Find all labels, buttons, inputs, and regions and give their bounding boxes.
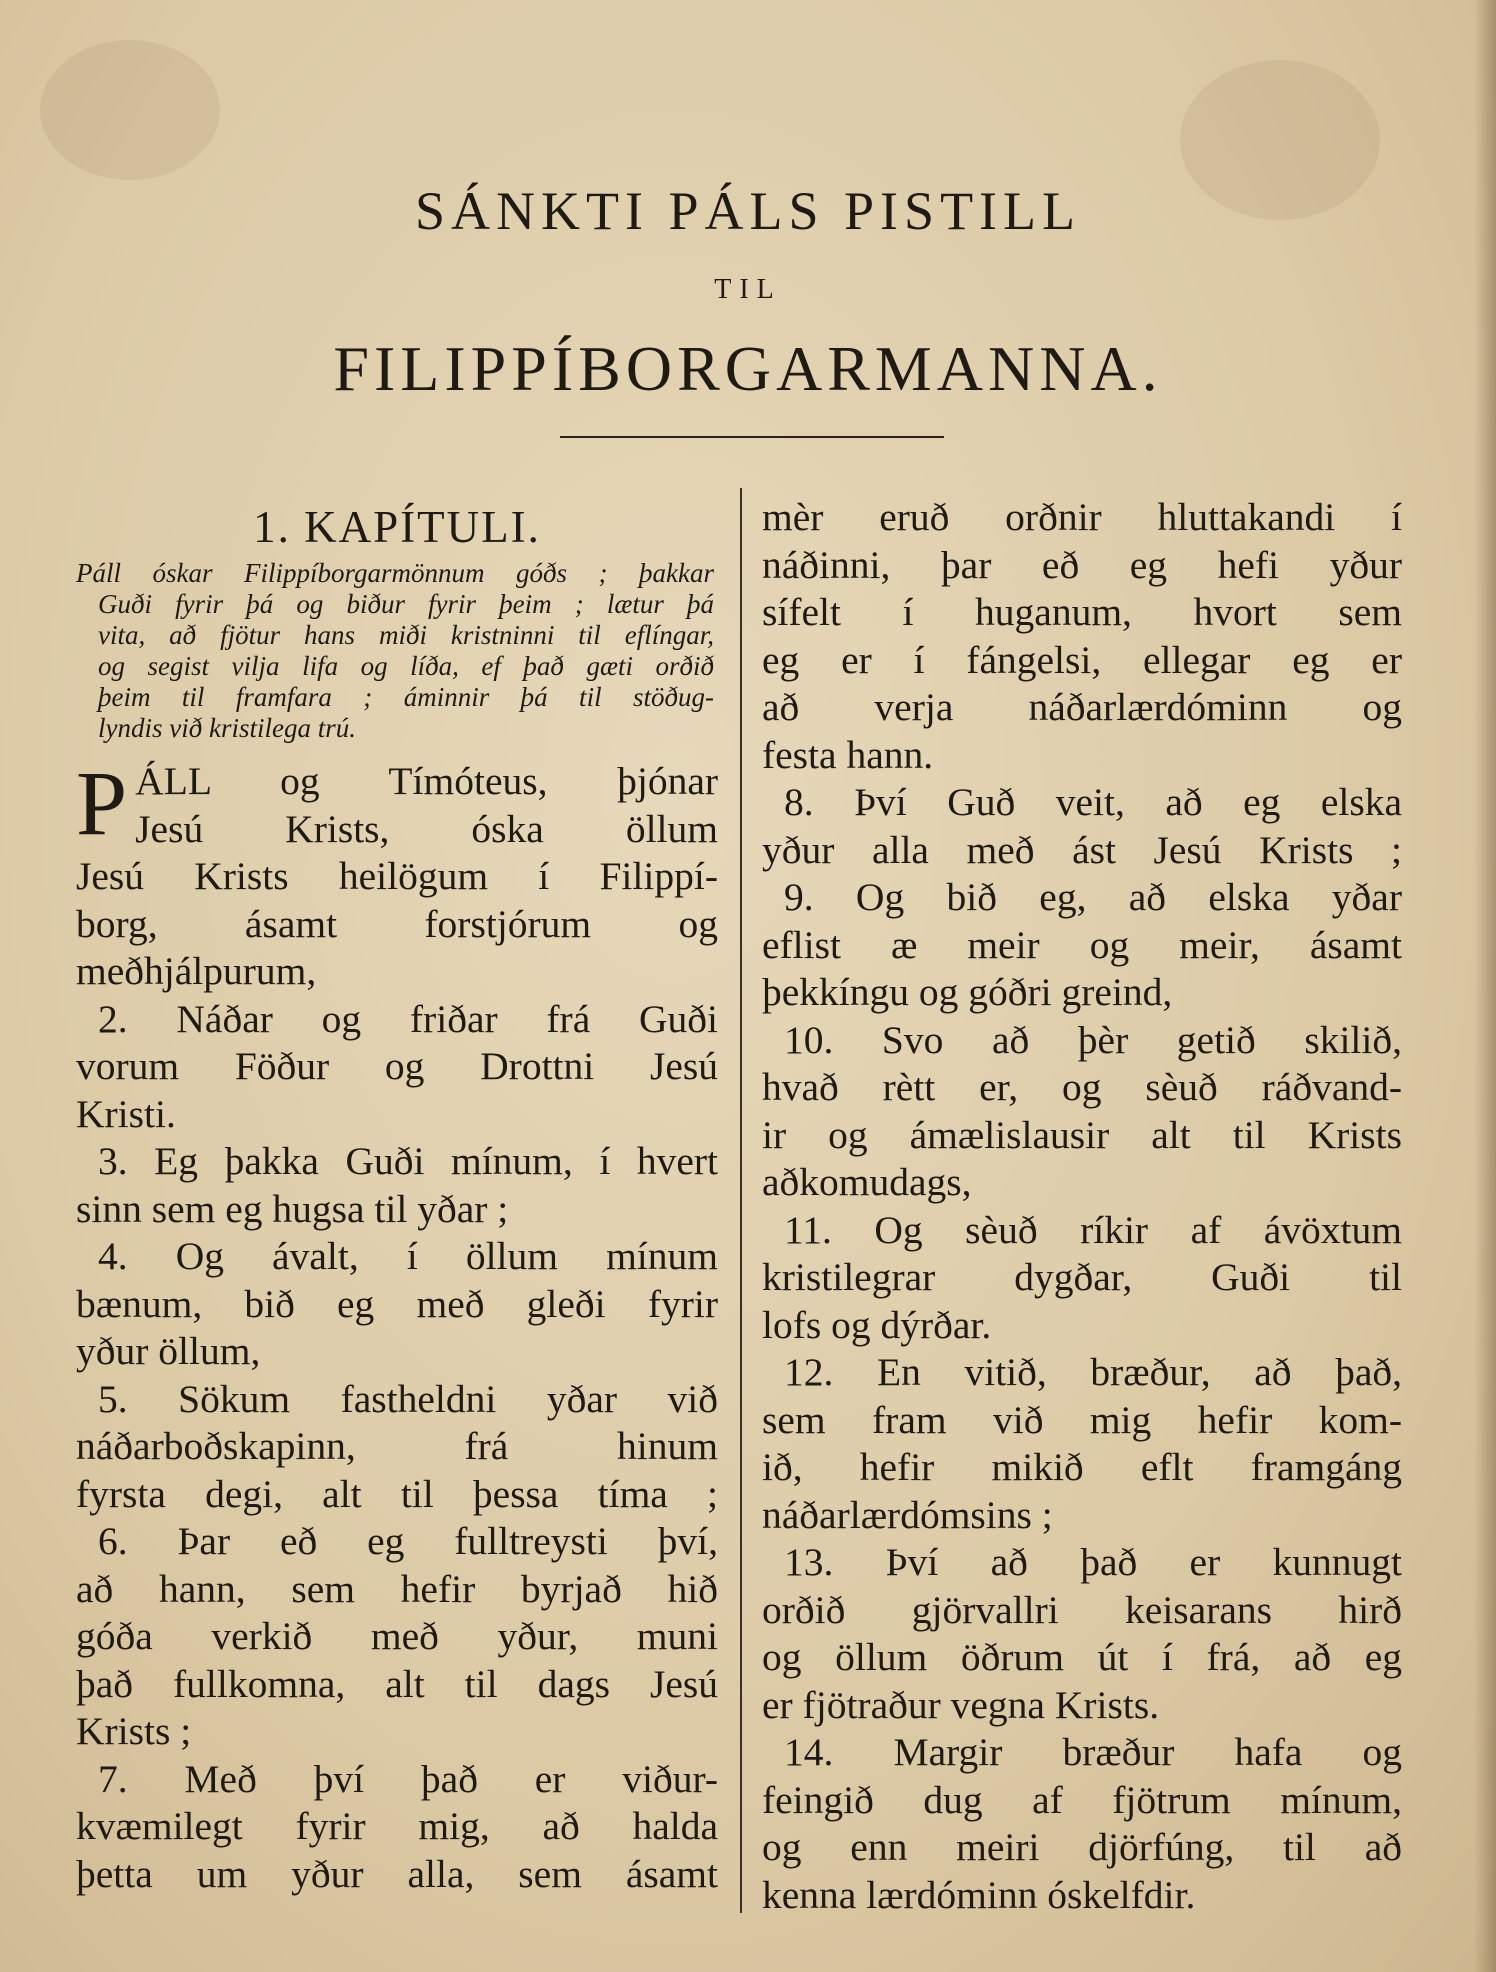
left-column	[76, 496, 718, 1898]
chapter-heading: 1. KAPÍTULI.	[253, 502, 541, 552]
paper-stain	[40, 40, 220, 180]
text-line: hvað rètt er, og sèuð ráðvand-	[762, 1065, 1402, 1109]
right-column	[762, 494, 1402, 1919]
summary-line: Guði fyrir þá og biður fyrir þeim ; lætur þá	[98, 589, 714, 619]
summary-line: Páll óskar Filippíborgarmönnum góðs ; þakkar	[76, 558, 714, 588]
text-line: meðhjálpurum,	[76, 949, 317, 993]
text-line: og öllum öðrum út í frá, að eg	[762, 1635, 1402, 1679]
text-line: kvæmilegt fyrir mig, að halda	[76, 1804, 718, 1848]
text-line: 5. Sökum fastheldni yðar við	[98, 1376, 718, 1421]
left-text-lines	[76, 853, 718, 1898]
text-line: 3. Eg þakka Guði mínum, í hvert	[98, 1139, 718, 1183]
text-line: yður alla með ást Jesú Krists ;	[762, 827, 1402, 872]
text-line: feingið dug af fjötrum mínum,	[762, 1777, 1402, 1822]
text-line: Kristi.	[76, 1091, 176, 1136]
text-line: festa hann.	[762, 732, 934, 777]
text-line: 4. Og ávalt, í öllum mínum	[98, 1234, 718, 1278]
text-line: sífelt í huganum, hvort sem	[762, 590, 1402, 634]
verse-1	[76, 752, 718, 854]
text-line: 12. En vitið, bræður, að það,	[784, 1350, 1402, 1394]
text-line: ÁLL og Tímóteus, þjónar	[135, 759, 718, 803]
text-line: að verja náðarlærdóminn og	[762, 685, 1402, 729]
text-line: og enn meiri djörfúng, til að	[762, 1825, 1402, 1869]
page-title: SÁNKTI PÁLS PISTILL	[414, 181, 1082, 241]
text-line: 13. Því að það er kunnugt	[784, 1540, 1402, 1584]
text-line: að hann, sem hefir byrjað hið	[76, 1566, 718, 1611]
text-line: sem fram við mig hefir kom-	[762, 1397, 1402, 1442]
text-line: er fjötraður vegna Krists.	[762, 1682, 1160, 1727]
text-line: orðið gjörvallri keisarans hirð	[762, 1587, 1402, 1632]
drop-cap: P	[76, 752, 128, 854]
text-line: 6. Þar eð eg fulltreysti því,	[98, 1519, 718, 1563]
text-line: ir og ámælislausir alt til Krists	[762, 1112, 1402, 1157]
summary-line: vita, að fjötur hans miði kristninni til eflíngar,	[98, 620, 714, 650]
text-line: 10. Svo að þèr getið skilið,	[784, 1017, 1402, 1062]
text-line: borg, ásamt forstjórum og	[76, 901, 718, 946]
summary-line: þeim til framfara ; áminnir þá til stöðug-	[98, 682, 714, 712]
summary-line: lyndis við kristilega trú.	[98, 713, 356, 743]
text-line: yður öllum,	[76, 1329, 261, 1373]
text-line: kenna lærdóminn óskelfdir.	[762, 1872, 1196, 1917]
text-line: þekkíngu og góðri greind,	[762, 970, 1173, 1014]
text-line: aðkomudags,	[762, 1160, 972, 1204]
title-connector: TIL	[714, 274, 782, 305]
text-line: náðarboðskapinn, frá hinum	[76, 1424, 718, 1468]
text-line: náðarlærdómsins ;	[762, 1492, 1053, 1537]
summary-line: og segist vilja lifa og líða, ef það gæti orðið	[98, 651, 714, 681]
text-line: 9. Og bið eg, að elska yðar	[784, 875, 1402, 919]
chapter-summary	[76, 558, 718, 744]
text-line: bænum, bið eg með gleði fyrir	[76, 1281, 718, 1326]
page-subtitle: FILIPPÍBORGARMANNA.	[333, 333, 1163, 404]
text-line: fyrsta degi, alt til þessa tíma ;	[76, 1471, 718, 1516]
text-line: náðinni, þar eð eg hefi yður	[762, 542, 1402, 587]
text-line: þetta um yður alla, sem ásamt	[76, 1851, 718, 1896]
text-line: sinn sem eg hugsa til yðar ;	[76, 1186, 509, 1231]
text-line: eflist æ meir og meir, ásamt	[762, 922, 1402, 967]
text-line: ið, hefir mikið eflt framgáng	[762, 1445, 1402, 1489]
text-line: 14. Margir bræður hafa og	[784, 1730, 1402, 1774]
text-line: Krists ;	[76, 1709, 192, 1753]
text-line: 8. Því Guð veit, að eg elska	[784, 780, 1402, 824]
text-line: 11. Og sèuð ríkir af ávöxtum	[784, 1207, 1402, 1252]
text-line: Jesú Krists heilögum í Filippí-	[76, 854, 718, 898]
title-rule	[560, 436, 944, 438]
text-line: það fullkomna, alt til dags Jesú	[76, 1661, 718, 1706]
column-divider	[740, 488, 742, 1913]
text-line: 7. Með því það er viður-	[98, 1756, 718, 1801]
text-line: góða verkið með yður, muni	[76, 1614, 718, 1658]
text-line: Jesú Krists, óska öllum	[135, 806, 718, 851]
text-line: lofs og dýrðar.	[762, 1302, 992, 1347]
text-line: eg er í fángelsi, ellegar eg er	[762, 637, 1402, 682]
text-line: kristilegrar dygðar, Guði til	[762, 1255, 1402, 1299]
text-line: 2. Náðar og friðar frá Guði	[98, 996, 718, 1041]
text-line: vorum Föður og Drottni Jesú	[76, 1044, 718, 1088]
text-line: mèr eruð orðnir hluttakandi í	[762, 495, 1402, 539]
